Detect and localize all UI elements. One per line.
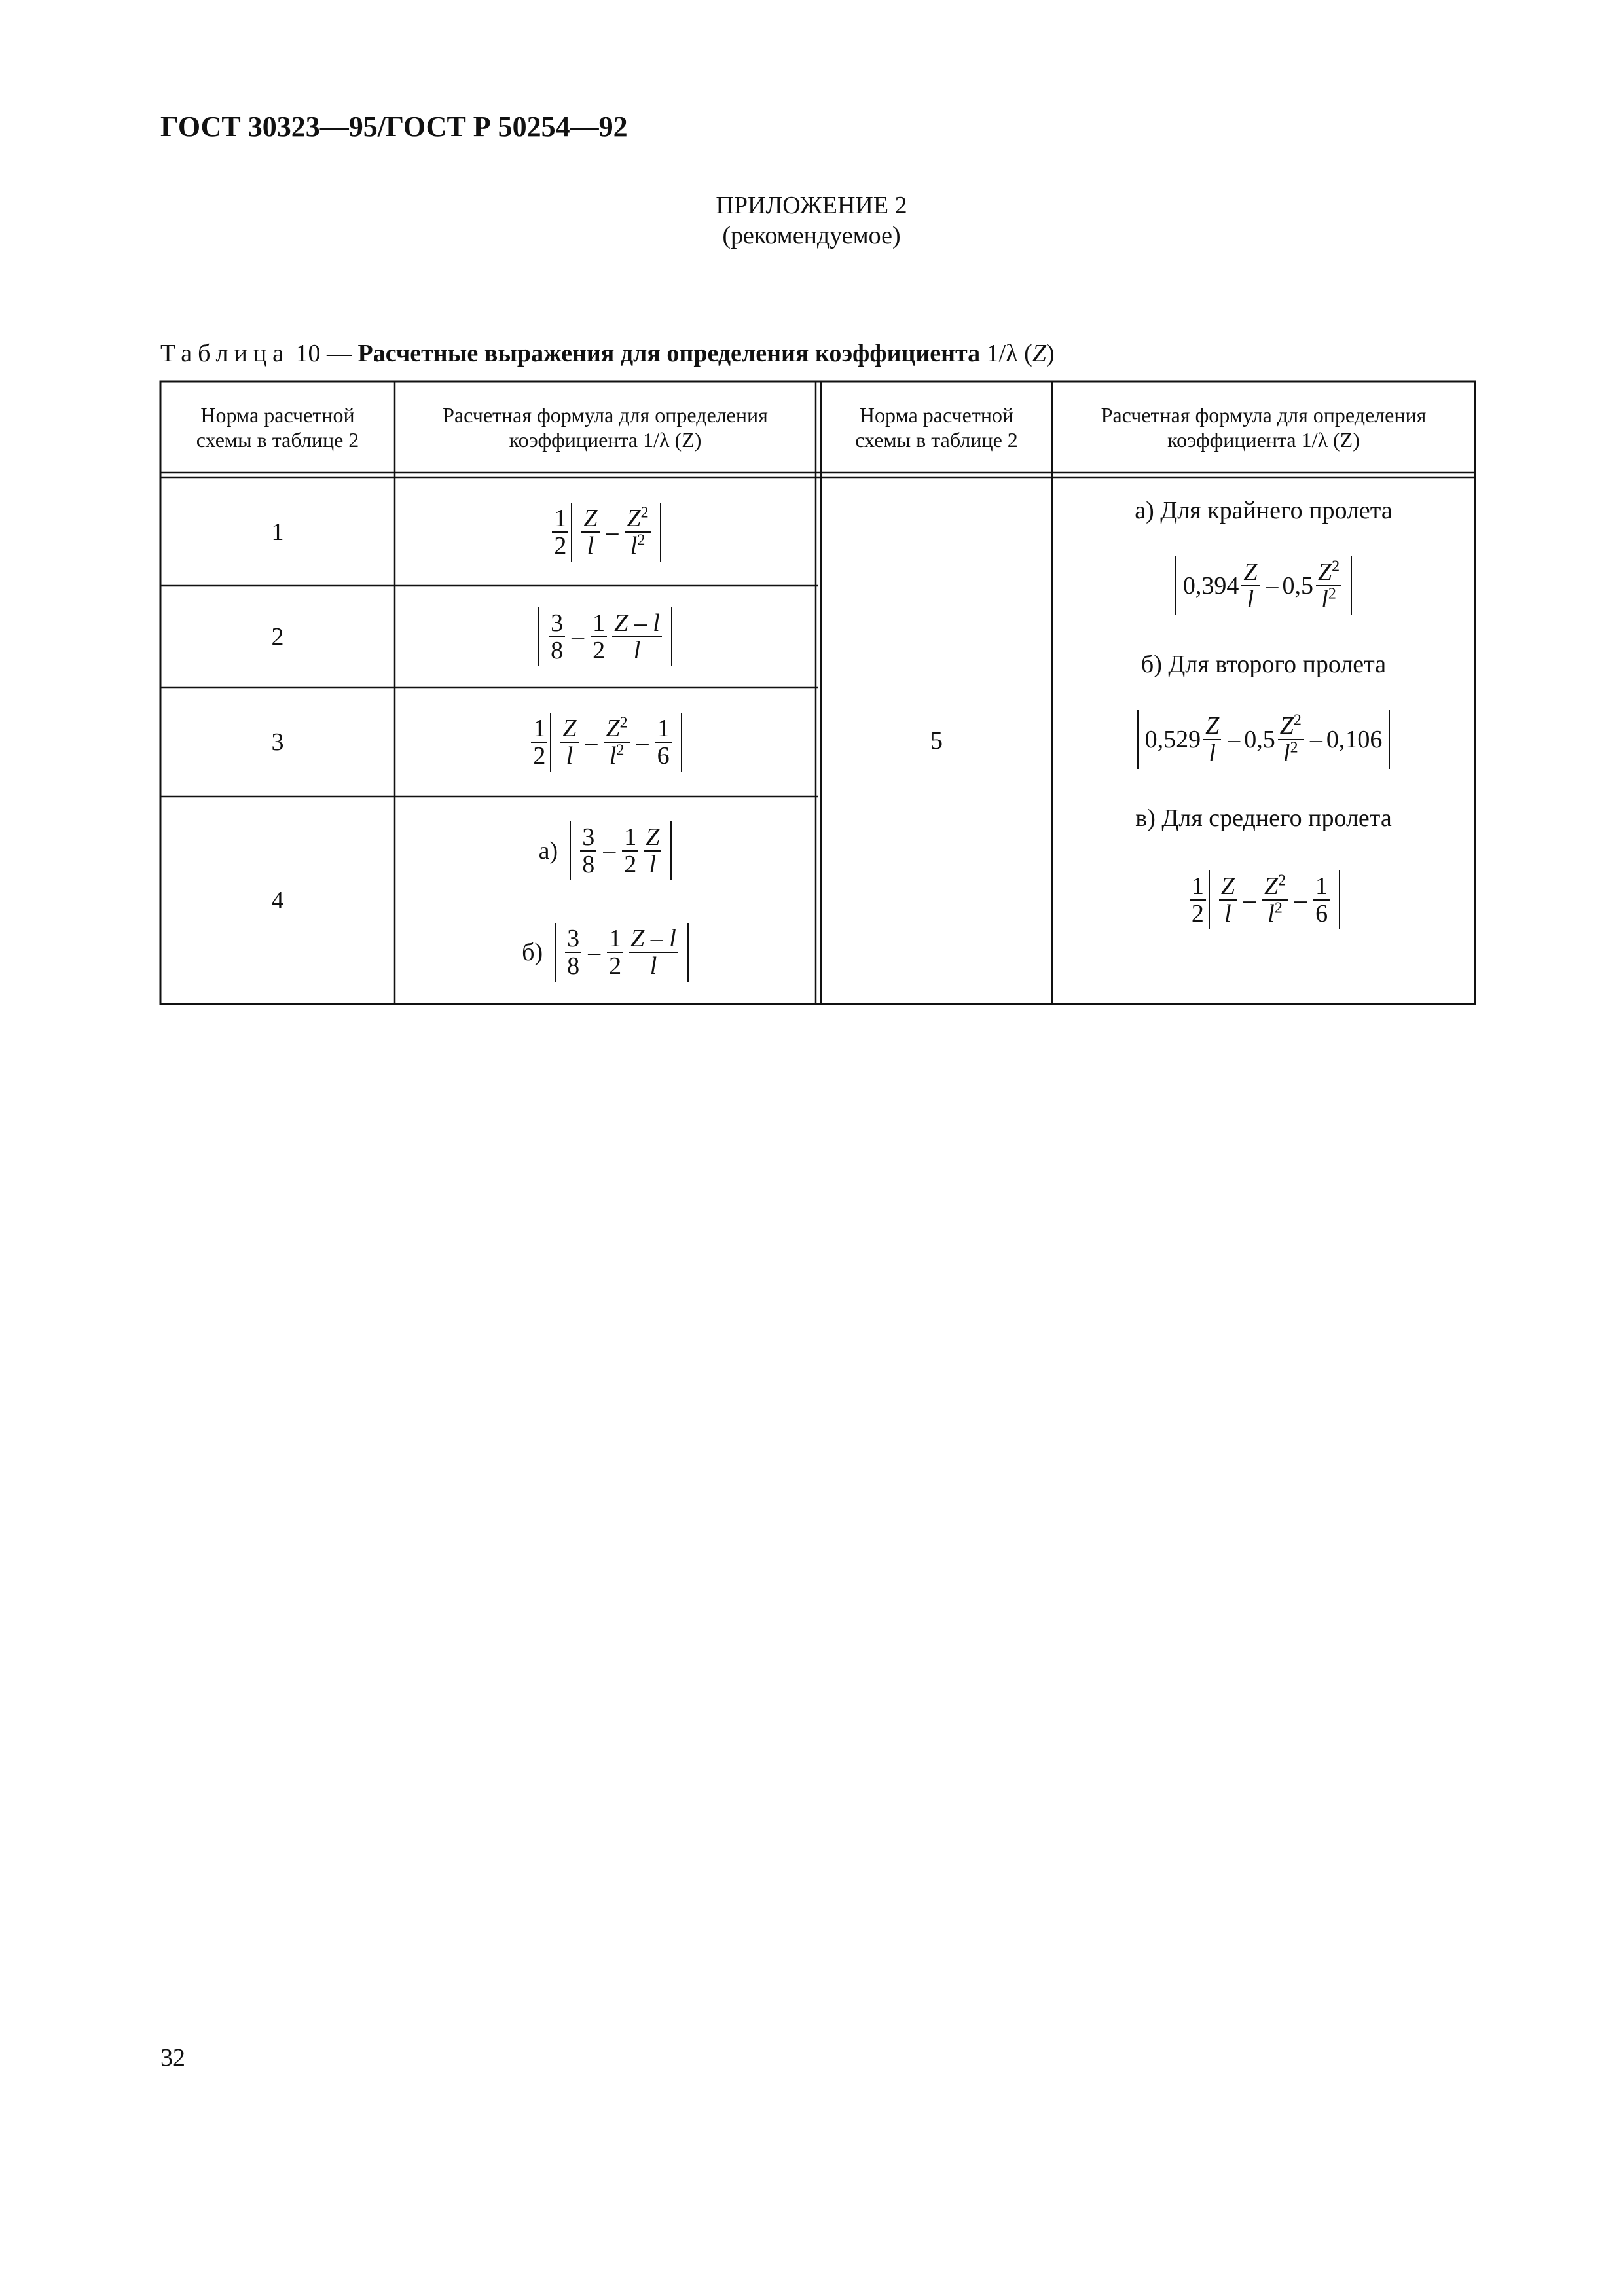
scheme-5-variant-b: б) Для второго пролета [1140,651,1387,678]
header-col2: Расчетная формула для определения коэффициента 1/λ (Z) [443,403,768,452]
caption-prefix: Таблица [160,340,290,367]
label-a: а) [538,837,558,865]
formula-scheme-5c: 1 2 Z l – $Z^2$ $l^2$ – 1 6 [1052,844,1475,956]
caption-symbol: 1/λ ( [986,340,1032,367]
header-col1: Норма расчетной схемы в таблице 2 [196,403,359,452]
page-number: 32 [160,2044,185,2072]
caption-title: Расчетные выражения для определения коэффициента [357,340,981,367]
formula-scheme-5b: 0,529 Z l – 0,5 $Z^2$ $l^2$ – 0,106 [1052,687,1475,792]
scheme-5-cell: 5 [930,727,943,755]
scheme-4-cell: 4 [271,886,284,914]
label-b: б) [522,939,543,966]
caption-var: Z [1032,340,1046,367]
formula-scheme-4b: б) 3 8 – 1 2 Z – l l [395,903,816,1001]
document-header: ГОСТ 30323—95/ГОСТ Р 50254—92 [160,111,628,143]
scheme-5-variant-a: а) Для крайнего пролета [1135,497,1393,524]
header-col3: Норма расчетной схемы в таблице 2 [855,403,1018,452]
formula-scheme-5a: 0,394 Z l – 0,5 $Z^2$ $l^2$ [1052,533,1475,638]
scheme-3-cell: 3 [271,728,284,756]
formula-scheme-3: 1 2 Z l – $Z^2$ $l^2$ – 1 6 [395,687,816,797]
appendix-title: ПРИЛОЖЕНИЕ 2 [716,192,907,219]
header-col4: Расчетная формула для определения коэффициента 1/λ (Z) [1101,403,1427,452]
scheme-2-cell: 2 [271,622,284,651]
appendix-subtitle: (рекомендуемое) [722,222,901,249]
scheme-5-variant-c: в) Для среднего пролета [1135,804,1392,832]
caption-close: ) [1046,340,1055,367]
formula-scheme-1: 1 2 Z l – $Z^2$ $l^2$ [395,478,816,586]
caption-number: 10 — [295,340,352,367]
formula-scheme-4a: а) 3 8 – 1 2 Z l [395,802,816,900]
scheme-1-cell: 1 [271,518,284,546]
formula-scheme-2: 3 8 – 1 2 Z – l l [395,586,816,687]
